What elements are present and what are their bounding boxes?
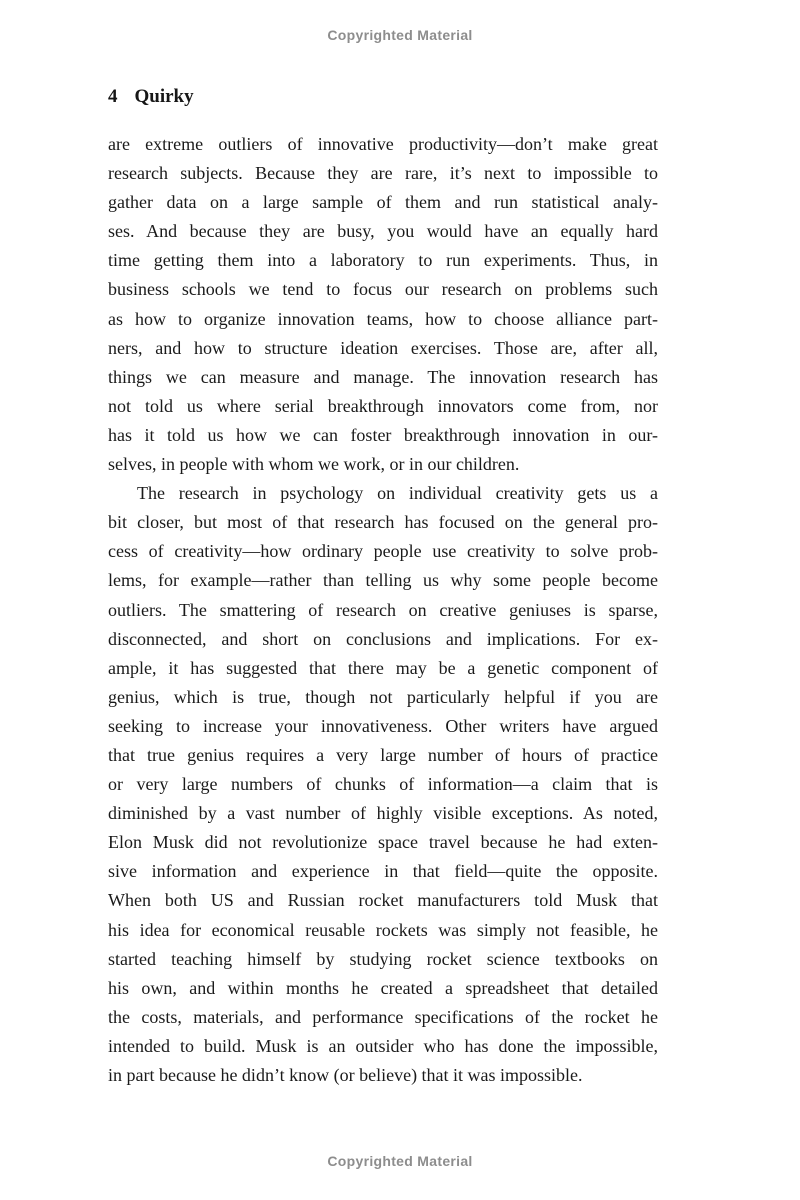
- text-line: things we can measure and manage. The innovation research has: [108, 366, 658, 387]
- text-line: bit closer, but most of that research has focused on the general pro-: [108, 512, 658, 533]
- text-line: in part because he didn’t know (or believe) that it was impossible.: [108, 1065, 583, 1085]
- page-number: 4: [108, 86, 118, 107]
- text-line: ses. And because they are busy, you would have an equally hard: [108, 221, 658, 242]
- text-line: lems, for example—rather than telling us why some people become: [108, 570, 658, 591]
- text-line: that true genius requires a very large number of hours of practice: [108, 744, 658, 765]
- copyright-notice-top: Copyrighted Material: [327, 27, 473, 43]
- body-text: [108, 130, 658, 1090]
- text-line: The research in psychology on individual creativity gets us a: [137, 483, 658, 504]
- text-line: as how to organize innovation teams, how to choose alliance part-: [108, 308, 658, 329]
- text-line: research subjects. Because they are rare, it’s next to impossible to: [108, 163, 658, 184]
- book-title: Quirky: [134, 86, 194, 107]
- text-line: disconnected, and short on conclusions and implications. For ex-: [108, 628, 658, 649]
- text-line: Elon Musk did not revolutionize space travel because he had exten-: [108, 832, 658, 853]
- text-line: are extreme outliers of innovative productivity—don’t make great: [108, 134, 658, 154]
- text-line: cess of creativity—how ordinary people use creativity to solve prob-: [108, 541, 658, 562]
- text-line: gather data on a large sample of them and run statistical analy-: [108, 192, 658, 213]
- text-line: genius, which is true, though not particularly helpful if you are: [108, 686, 658, 707]
- text-line: or very large numbers of chunks of information—a claim that is: [108, 774, 658, 795]
- text-line: ample, it has suggested that there may be a genetic component of: [108, 657, 658, 678]
- text-line: has it told us how we can foster breakthrough innovation in our-: [108, 424, 658, 445]
- text-line: When both US and Russian rocket manufacturers told Musk that: [108, 890, 658, 911]
- text-line: ners, and how to structure ideation exercises. Those are, after all,: [108, 337, 658, 358]
- page-header: [108, 86, 194, 108]
- text-line: diminished by a vast number of highly visible exceptions. As noted,: [108, 803, 658, 824]
- text-line: selves, in people with whom we work, or in our children.: [108, 454, 520, 475]
- text-line: his own, and within months he created a spreadsheet that detailed: [108, 977, 658, 998]
- copyright-notice-bottom: Copyrighted Material: [327, 1153, 473, 1169]
- text-line: his idea for economical reusable rockets was simply not feasible, he: [108, 919, 658, 940]
- text-line: outliers. The smattering of research on creative geniuses is sparse,: [108, 599, 658, 620]
- text-line: intended to build. Musk is an outsider who has done the impossible,: [108, 1035, 658, 1056]
- text-line: seeking to increase your innovativeness. Other writers have argued: [108, 715, 658, 736]
- text-line: sive information and experience in that field—quite the opposite.: [108, 861, 658, 882]
- text-line: not told us where serial breakthrough innovators come from, nor: [108, 395, 658, 416]
- text-line: time getting them into a laboratory to run experiments. Thus, in: [108, 250, 658, 271]
- text-line: the costs, materials, and performance specifications of the rocket he: [108, 1006, 658, 1027]
- text-line: started teaching himself by studying rocket science textbooks on: [108, 948, 658, 969]
- text-line: business schools we tend to focus our research on problems such: [108, 279, 658, 300]
